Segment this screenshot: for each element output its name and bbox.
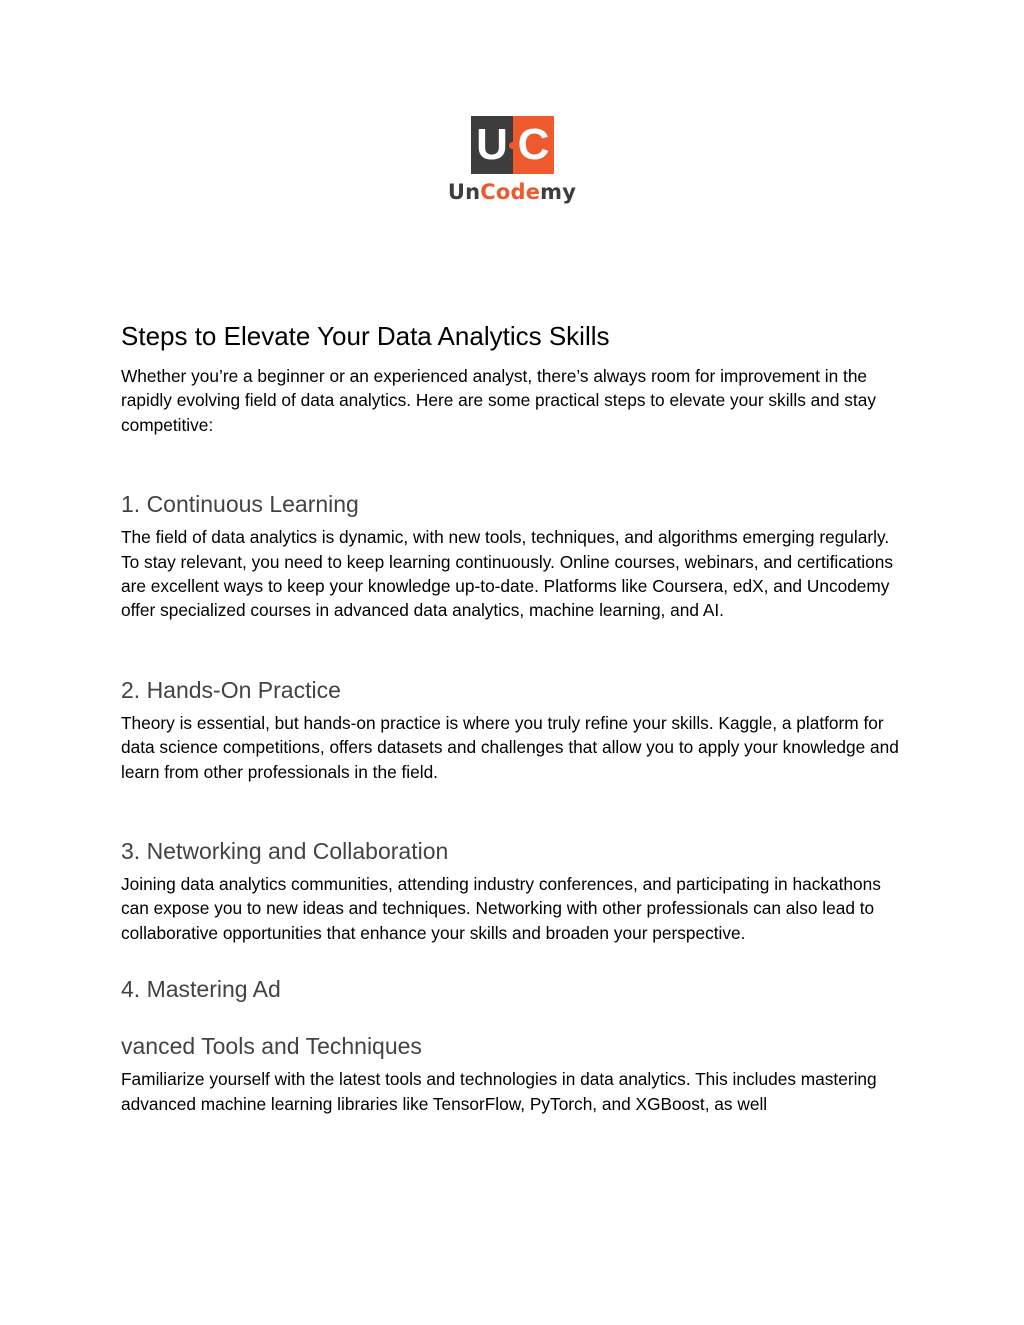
section-body-advanced-tools: Familiarize yourself with the latest tools and technologies in data analytics. This includes mastering advanced machine learning libraries like TensorFlow, PyTorch, and XGBoost, as well [121, 1069, 877, 1114]
section-heading-hands-on-practice: 2. Hands-On Practice [121, 676, 341, 703]
logo-wordmark-part1: Un [447, 180, 481, 204]
section-heading-networking: 3. Networking and Collaboration [121, 838, 449, 865]
section-body-hands-on-practice: Theory is essential, but hands-on practice is where you truly refine your skills. Kaggle, a platform for data science competitions, offers datasets and challenges that allow you to apply your knowledge and learn from other professionals in the field. [121, 712, 899, 782]
logo-dot-icon [509, 142, 516, 149]
section-body-continuous-learning: The field of data analytics is dynamic, with new tools, techniques, and algorithms emerging regularly. To stay relevant, you need to keep learning continuously. Online courses, webinars, and certifications are excellent ways to keep your knowledge up-to-date. Platforms like Coursera, edX, and Uncodemy offer specialized courses in advanced data analytics, machine learning, and AI. [121, 527, 894, 621]
logo-mark-u: U [471, 116, 513, 174]
section-body-networking: Joining data analytics communities, attending industry conferences, and participating in hackathons can expose you to new ideas and techniques. Networking with other professionals can also lead to collaborative opportunities that enhance your skills and broaden your perspective. [121, 874, 881, 943]
section-heading-advanced-tools-part1: 4. Mastering Ad [121, 976, 281, 1003]
section-heading-advanced-tools-part2: vanced Tools and Techniques [121, 1033, 422, 1060]
logo-mark-c: C [513, 116, 554, 174]
document-body [121, 318, 911, 1116]
uncodemy-logo [444, 116, 580, 208]
section-heading-continuous-learning: 1. Continuous Learning [121, 491, 359, 518]
logo-mark [471, 116, 554, 174]
logo-wordmark-part2: Code [480, 180, 541, 204]
logo-wordmark-part3: my [540, 180, 577, 204]
intro-paragraph: Whether you’re a beginner or an experienced analyst, there’s always room for improvement in the rapidly evolving field of data analytics. Here are some practical steps to elevate your skills and stay competitive: [121, 366, 876, 435]
logo-wordmark [444, 178, 580, 206]
document-title: Steps to Elevate Your Data Analytics Skills [121, 321, 610, 351]
